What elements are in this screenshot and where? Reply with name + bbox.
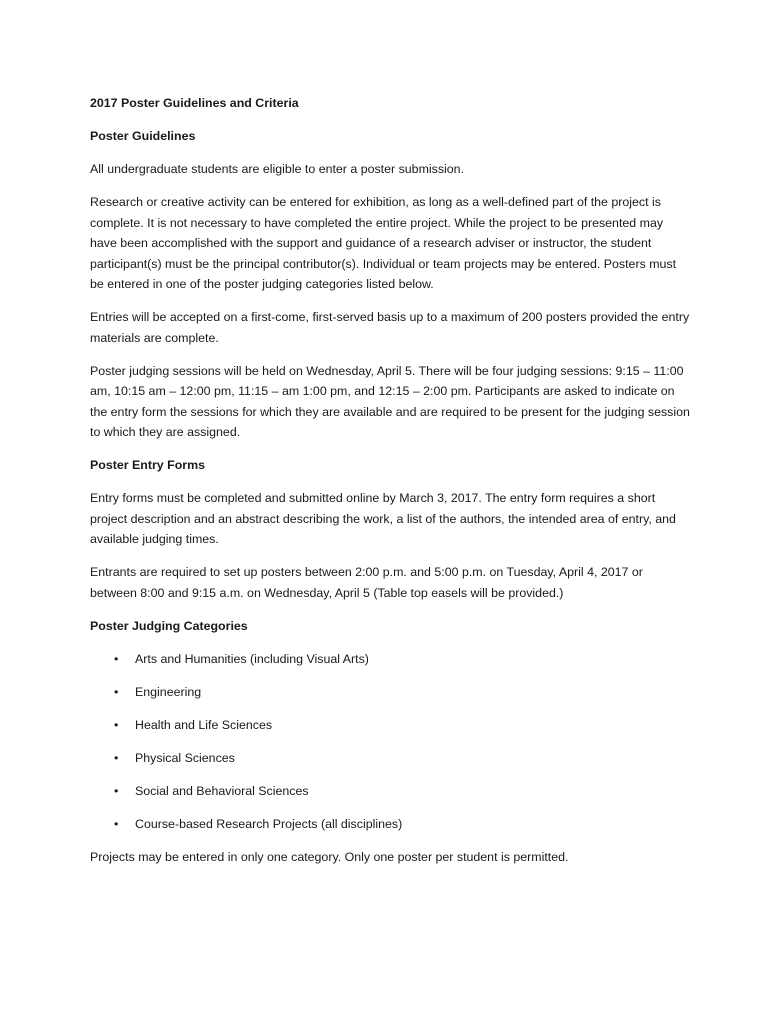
paragraph-entries-accepted: Entries will be accepted on a first-come, first-served basis up to a maximum of 200 posters provided the entry materials are complete.	[90, 310, 690, 345]
bullet-icon: •	[114, 816, 119, 831]
section-heading-entry-forms: Poster Entry Forms	[90, 458, 205, 472]
paragraph-setup-times: Entrants are required to set up posters between 2:00 p.m. and 5:00 p.m. on Tuesday, April 4, 2017 or between 8:00 and 9:15 a.m. on Wednesday, April 5 (Table top easels will be provided.)	[90, 565, 643, 600]
document-title: 2017 Poster Guidelines and Criteria	[90, 96, 299, 110]
paragraph-research-activity: Research or creative activity can be entered for exhibition, as long as a well-defined part of the project is complete. It is not necessary to have completed the entire project. While the project to be presented may have been accomplished with the support and guidance of a research adviser or instructor, the student participant(s) must be the principal contributor(s). Individual or team projects may be entered. Posters must be entered in one of the poster judging categories listed below.	[90, 195, 677, 291]
category-label: Engineering	[135, 684, 202, 699]
list-item	[90, 649, 690, 670]
bullet-icon: •	[114, 750, 119, 765]
list-item	[90, 781, 690, 802]
paragraph-eligibility: All undergraduate students are eligible to enter a poster submission.	[90, 162, 465, 176]
category-list	[90, 649, 690, 835]
list-item	[90, 748, 690, 769]
category-label: Physical Sciences	[135, 750, 235, 765]
category-label: Arts and Humanities (including Visual Arts)	[135, 651, 369, 666]
section-heading-poster-guidelines: Poster Guidelines	[90, 129, 196, 143]
category-label: Health and Life Sciences	[135, 717, 273, 732]
category-label: Social and Behavioral Sciences	[135, 783, 309, 798]
category-label: Course-based Research Projects (all disciplines)	[135, 816, 403, 831]
bullet-icon: •	[114, 717, 119, 732]
list-item	[90, 682, 690, 703]
paragraph-judging-sessions: Poster judging sessions will be held on Wednesday, April 5. There will be four judging sessions: 9:15 – 11:00 am, 10:15 am – 12:00 pm, 11:15 – am 1:00 pm, and 12:15 – 2:00 pm. Participants are asked to indicate on the entry form the sessions for which they are available and are required to be present for the judging session to which they are assigned.	[90, 363, 690, 439]
list-item	[90, 814, 690, 835]
bullet-icon: •	[114, 684, 119, 699]
section-heading-judging-categories: Poster Judging Categories	[90, 618, 248, 633]
bullet-icon: •	[114, 783, 119, 798]
paragraph-category-note: Projects may be entered in only one category. Only one poster per student is permitted.	[90, 849, 569, 864]
document-page	[90, 93, 690, 880]
paragraph-entry-deadline: Entry forms must be completed and submitted online by March 3, 2017. The entry form requires a short project description and an abstract describing the work, a list of the authors, the intended area of entry, and available judging times.	[90, 491, 676, 546]
list-item	[90, 715, 690, 736]
bullet-icon: •	[114, 651, 119, 666]
